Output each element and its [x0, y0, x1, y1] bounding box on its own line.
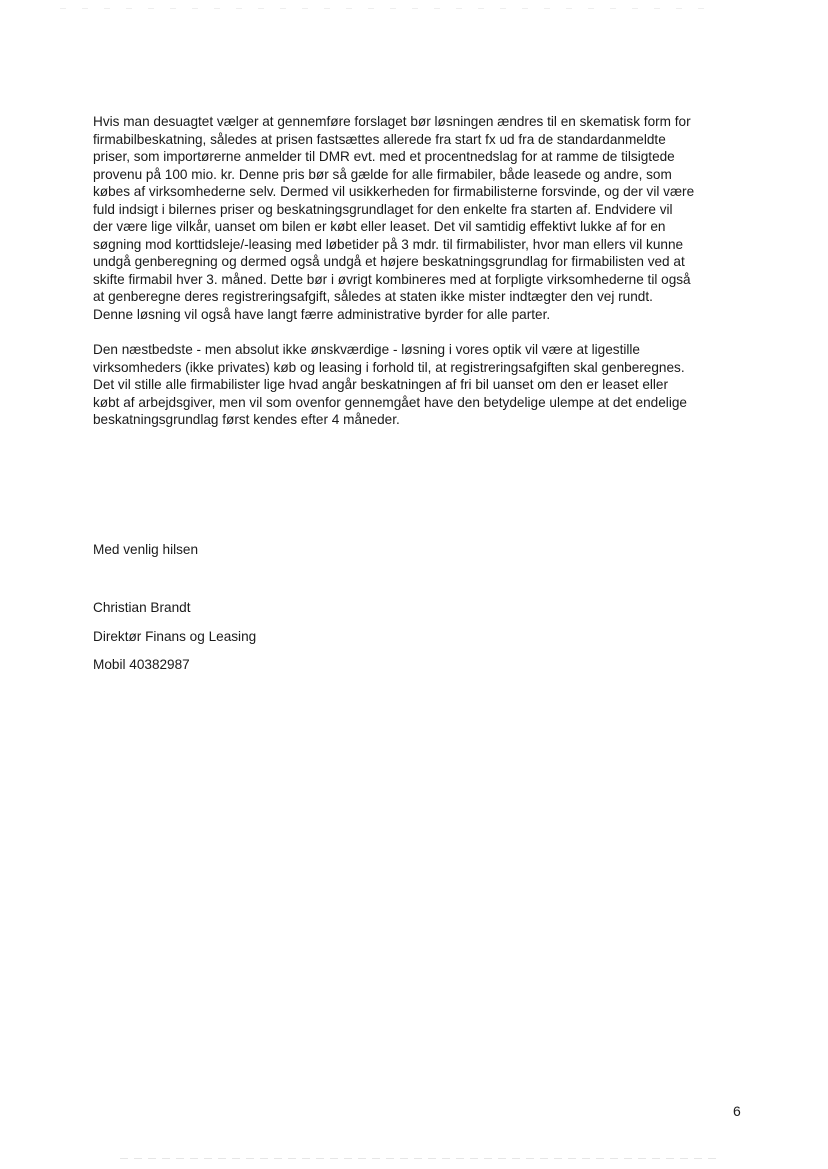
paragraph-line: undgå genberegning og dermed også undgå et højere beskatningsgrundlag for firmabilisten ved at — [93, 254, 685, 269]
page-number: 6 — [733, 1103, 741, 1119]
body-paragraph-2 — [93, 341, 753, 429]
paragraph-line: provenu på 100 mio. kr. Denne pris bør så gælde for alle firmabiler, både leasede og andre, som — [93, 166, 672, 182]
paragraph-line: købt af arbejdsgiver, men vil som ovenfor gennemgået have den betydelige ulempe at det endelige — [93, 394, 687, 410]
paragraph-line: søgning mod korttidsleje/-leasing med løbetider på 3 mdr. til firmabilister, hvor man ellers vil kunne — [93, 236, 684, 252]
paragraph-line: fuld indsigt i bilernes priser og beskatningsgrundlaget for den enkelte fra starten af. Endvidere vil — [93, 201, 673, 217]
signatory-mobile: Mobil 40382987 — [93, 657, 190, 672]
paragraph-line: beskatningsgrundlag først kendes efter 4 måneder. — [93, 412, 400, 427]
paragraph-line: at genberegne deres registreringsafgift, således at staten ikke mister indtægter den vej rundt. — [93, 289, 653, 304]
paragraph-line: købes af virksomhederne selv. Dermed vil usikkerheden for firmabilisterne forsvinde, og der vil være — [93, 184, 695, 199]
paragraph-line: virksomheders (ikke privates) køb og leasing i forhold til, at registreringsafgiften skal genberegnes. — [93, 359, 685, 375]
paragraph-line: Det vil stille alle firmabilister lige hvad angår beskatningen af fri bil uanset om den er leaset eller — [93, 377, 669, 392]
scan-artifact-top — [60, 8, 720, 9]
paragraph-line: skifte firmabil hver 3. måned. Dette bør i øvrigt kombineres med at forpligte virksomhederne til også — [93, 271, 691, 287]
paragraph-line: der være lige vilkår, uanset om bilen er købt eller leaset. Det vil samtidig effektivt lukke af for en — [93, 219, 666, 234]
paragraph-line: Den næstbedste - men absolut ikke ønskværdige - løsning i vores optik vil være at ligestille — [93, 342, 640, 357]
scan-artifact-bottom — [120, 1158, 720, 1159]
paragraph-line: firmabilbeskatning, således at prisen fastsættes allerede fra start fx ud fra de standardanmeldte — [93, 131, 666, 147]
paragraph-line: priser, som importørerne anmelder til DMR evt. med et procentnedslag for at ramme de tilsigtede — [93, 149, 675, 164]
body-paragraph-1 — [93, 113, 753, 323]
closing-salutation: Med venlig hilsen — [93, 542, 199, 557]
signatory-name: Christian Brandt — [93, 600, 191, 615]
paragraph-line: Denne løsning vil også have langt færre administrative byrder for alle parter. — [93, 306, 551, 322]
signatory-title: Direktør Finans og Leasing — [93, 629, 257, 644]
paragraph-line: Hvis man desuagtet vælger at gennemføre forslaget bør løsningen ændres til en skematisk form for — [93, 114, 691, 129]
